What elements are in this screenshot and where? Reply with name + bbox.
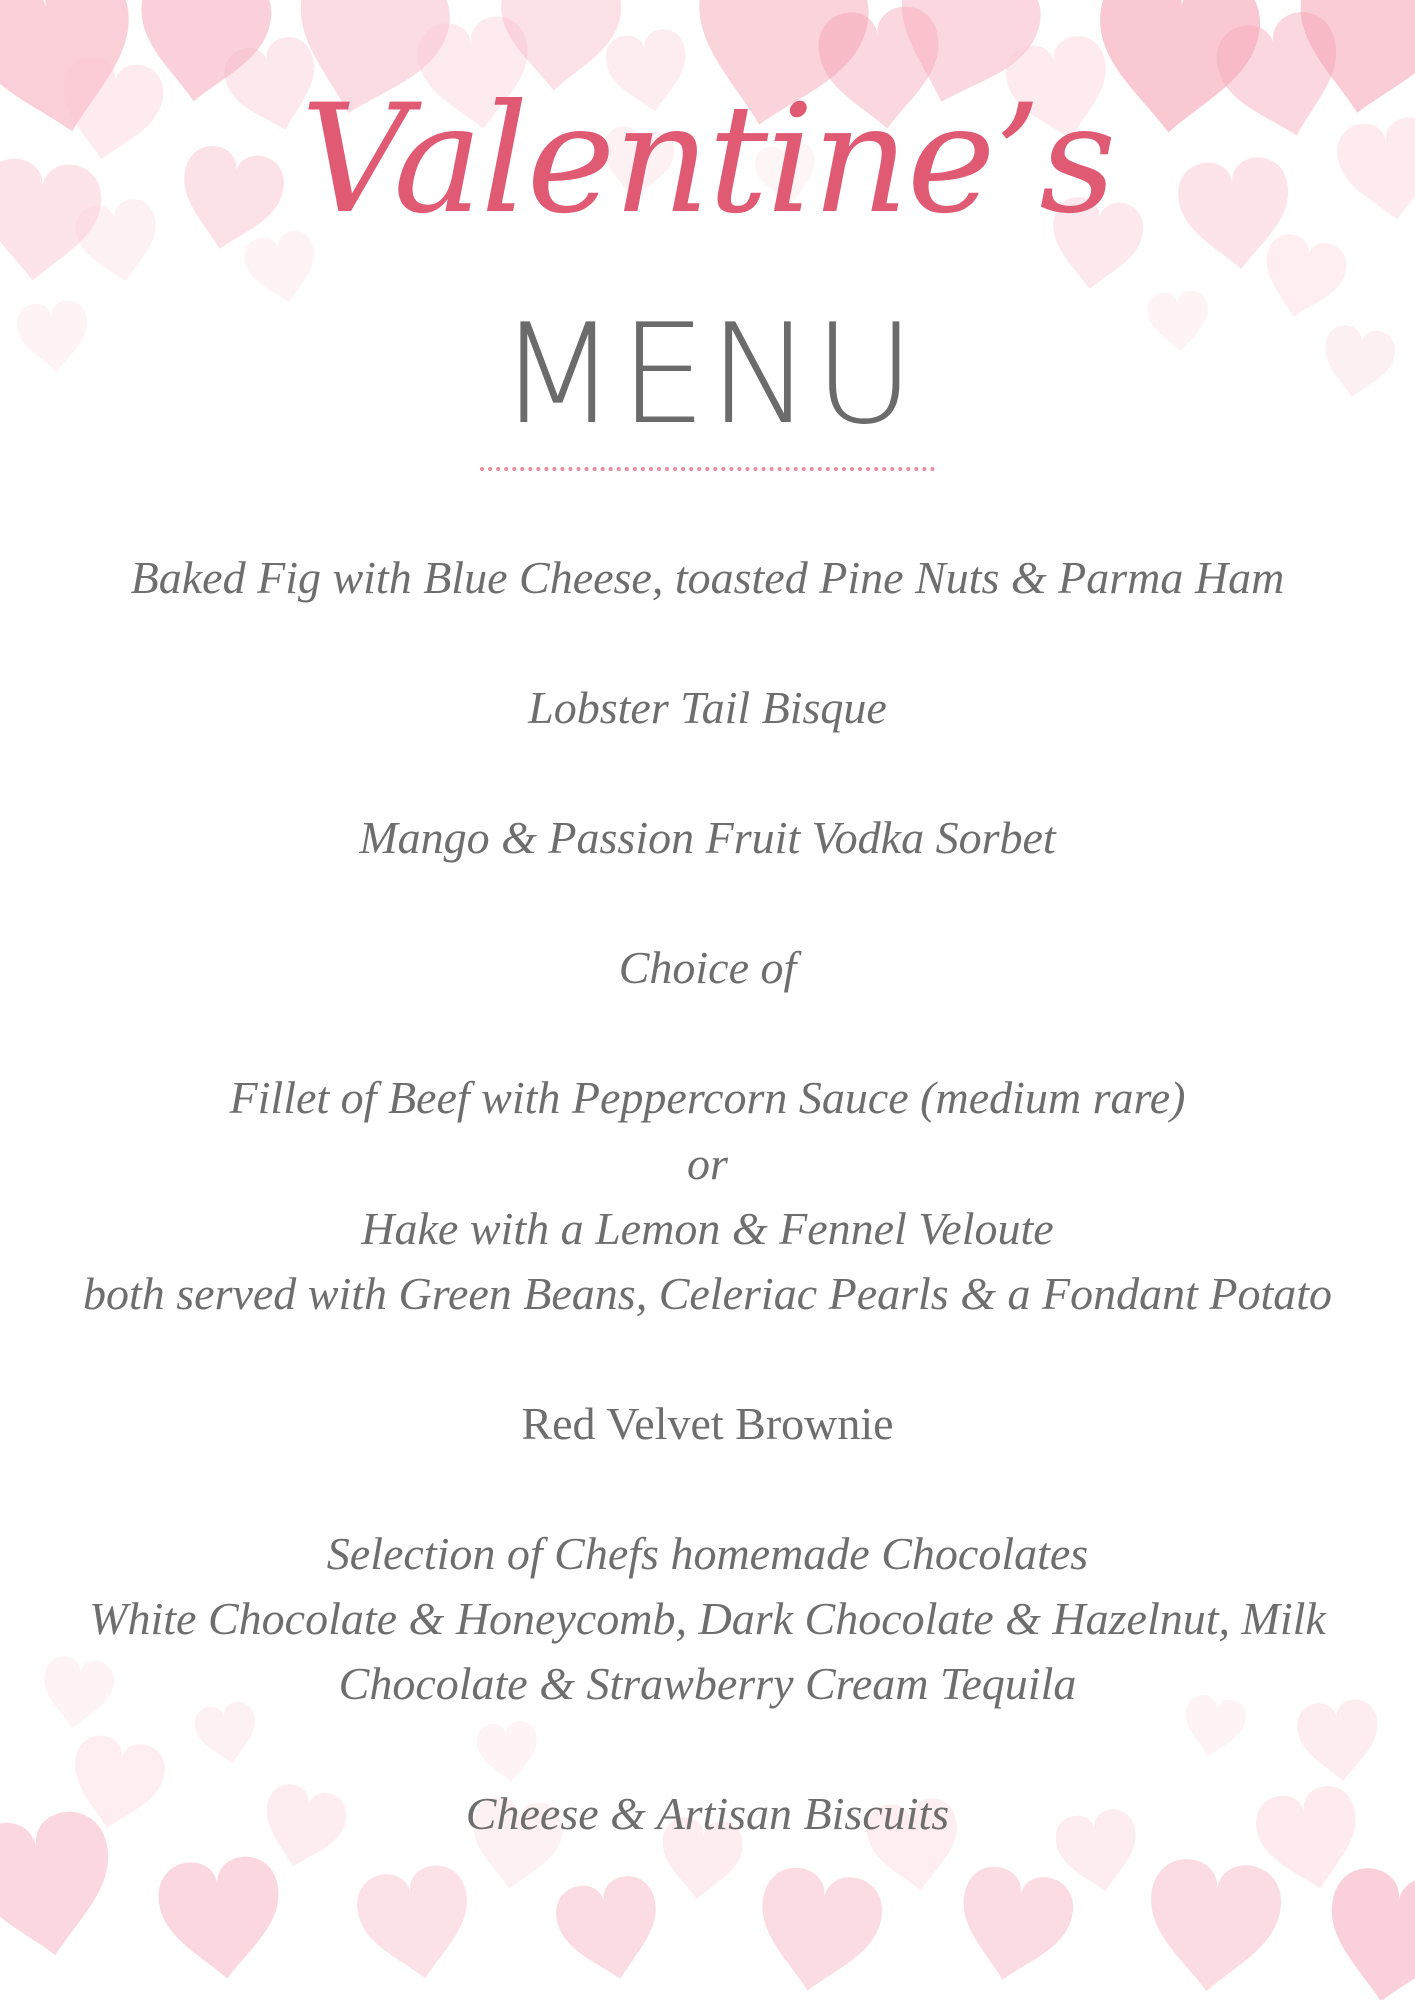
chocolates-heading: Selection of Chefs homemade Chocolates — [326, 1528, 1089, 1579]
chocolates-line-1: White Chocolate & Honeycomb, Dark Chocolate & Hazelnut, Milk — [89, 1593, 1326, 1644]
menu-item-main-option-1: Fillet of Beef with Peppercorn Sauce (medium rare) — [229, 1072, 1186, 1123]
title-menu: MENU — [498, 294, 917, 455]
choice-heading: Choice of — [618, 942, 797, 993]
menu-item-sorbet: Mango & Passion Fruit Vodka Sorbet — [359, 812, 1056, 863]
menu-item-starter: Baked Fig with Blue Cheese, toasted Pine Nuts & Parma Ham — [130, 552, 1285, 603]
menu-item-dessert: Red Velvet Brownie — [521, 1398, 894, 1449]
dotted-divider — [480, 467, 935, 471]
menu-item-main-option-2: Hake with a Lemon & Fennel Veloute — [361, 1203, 1054, 1254]
chocolates-line-2: Chocolate & Strawberry Cream Tequila — [338, 1658, 1077, 1709]
menu-or: or — [687, 1138, 728, 1189]
menu-item-soup: Lobster Tail Bisque — [528, 682, 887, 733]
menu-main-sides: both served with Green Beans, Celeriac Pearls & a Fondant Potato — [82, 1268, 1333, 1319]
title-valentines: Valentine’s — [300, 73, 1115, 247]
menu-item-cheese: Cheese & Artisan Biscuits — [465, 1788, 950, 1839]
